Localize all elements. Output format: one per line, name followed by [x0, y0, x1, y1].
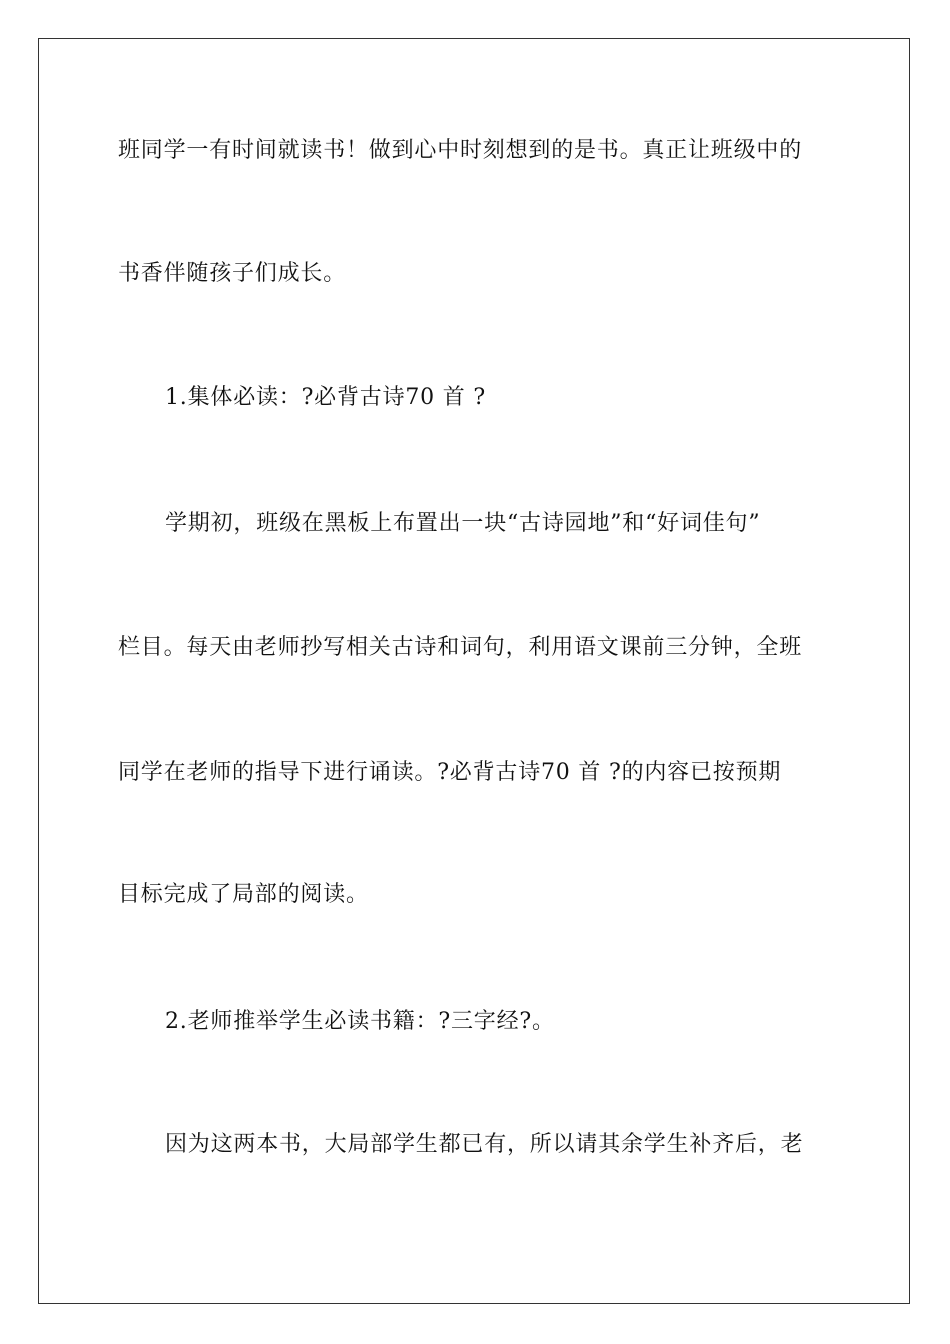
paragraph-line: 同学在老师的指导下进行诵读。?必背古诗70 首 ?的内容已按预期: [118, 760, 782, 785]
page-border: [38, 38, 910, 1304]
paragraph-line: 目标完成了局部的阅读。: [118, 882, 369, 907]
paragraph-line: 学期初，班级在黑板上布置出一块“古诗园地”和“好词佳句”: [165, 511, 761, 536]
section-heading-1: 1.集体必读：?必背古诗70 首 ?: [165, 385, 486, 410]
paragraph-line: 书香伴随孩子们成长。: [118, 261, 347, 286]
paragraph-line: 栏目。每天由老师抄写相关古诗和词句，利用语文课前三分钟，全班: [118, 635, 803, 660]
paragraph-line: 班同学一有时间就读书！做到心中时刻想到的是书。真正让班级中的: [118, 138, 803, 163]
paragraph-line: 因为这两本书，大局部学生都已有，所以请其余学生补齐后，老: [165, 1132, 804, 1157]
section-heading-2: 2.老师推举学生必读书籍：?三字经?。: [165, 1009, 555, 1034]
